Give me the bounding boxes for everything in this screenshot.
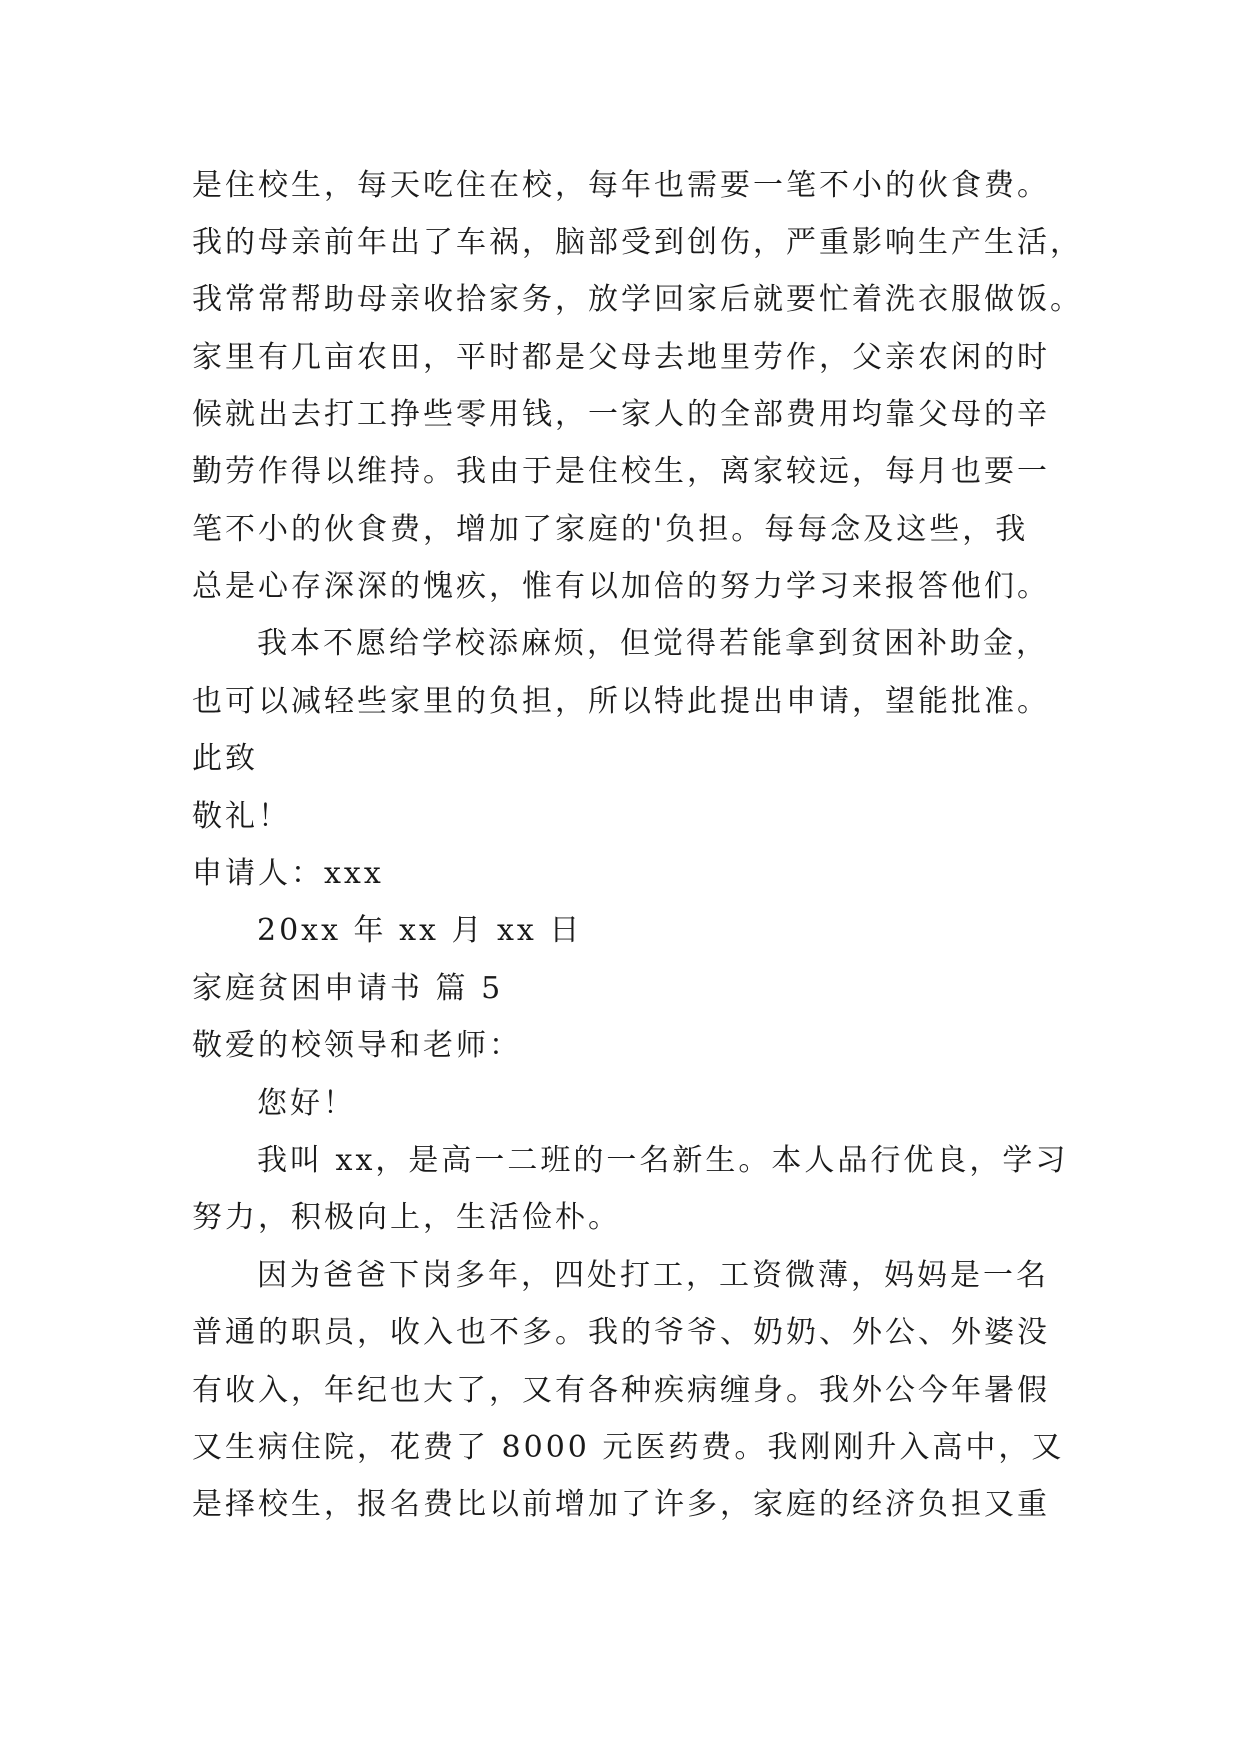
text-line-20: 因为爸爸下岗多年，四处打工，工资微薄，妈妈是一名 [257, 1258, 1049, 1293]
text-line-5: 候就出去打工挣些零用钱，一家人的全部费用均靠父母的辛 [192, 397, 1050, 432]
closing-regards: 敬礼！ [192, 799, 291, 834]
text-line-2: 我的母亲前年出了车祸，脑部受到创伤，严重影响生产生活， [192, 225, 1083, 260]
text-line-3: 我常常帮助母亲收拾家务，放学回家后就要忙着洗衣服做饭。 [192, 282, 1083, 317]
text-line-7: 笔不小的伙食费，增加了家庭的'负担。每每念及这些，我 [192, 512, 1029, 547]
closing-salutation: 此致 [192, 741, 258, 776]
text-line-18: 我叫 xx，是高一二班的一名新生。本人品行优良，学习 [257, 1143, 1069, 1178]
text-line-4: 家里有几亩农田，平时都是父母去地里劳作，父亲农闲的时 [192, 340, 1050, 375]
text-line-6: 勤劳作得以维持。我由于是住校生，离家较远，每月也要一 [192, 454, 1050, 489]
greeting-recipient: 敬爱的校领导和老师： [192, 1028, 522, 1063]
text-line-8: 总是心存深深的愧疚，惟有以加倍的努力学习来报答他们。 [192, 569, 1050, 604]
text-line-24: 是择校生，报名费比以前增加了许多，家庭的经济负担又重 [192, 1487, 1050, 1522]
text-line-23: 又生病住院，花费了 8000 元医药费。我刚刚升入高中，又 [192, 1430, 1065, 1465]
applicant-signature: 申请人：xxx [192, 856, 384, 891]
date-line: 20xx 年 xx 月 xx 日 [257, 913, 583, 948]
text-line-22: 有收入，年纪也大了，又有各种疾病缠身。我外公今年暑假 [192, 1373, 1050, 1408]
text-line-10: 也可以减轻些家里的负担，所以特此提出申请，望能批准。 [192, 684, 1050, 719]
text-line-21: 普通的职员，收入也不多。我的爷爷、奶奶、外公、外婆没 [192, 1315, 1050, 1350]
text-line-1: 是住校生，每天吃住在校，每年也需要一笔不小的伙食费。 [192, 168, 1050, 203]
text-line-19: 努力，积极向上，生活俭朴。 [192, 1200, 621, 1235]
text-line-9: 我本不愿给学校添麻烦，但觉得若能拿到贫困补助金， [257, 626, 1049, 661]
greeting-hello: 您好！ [257, 1086, 356, 1121]
section-title: 家庭贫困申请书 篇 5 [192, 971, 504, 1006]
